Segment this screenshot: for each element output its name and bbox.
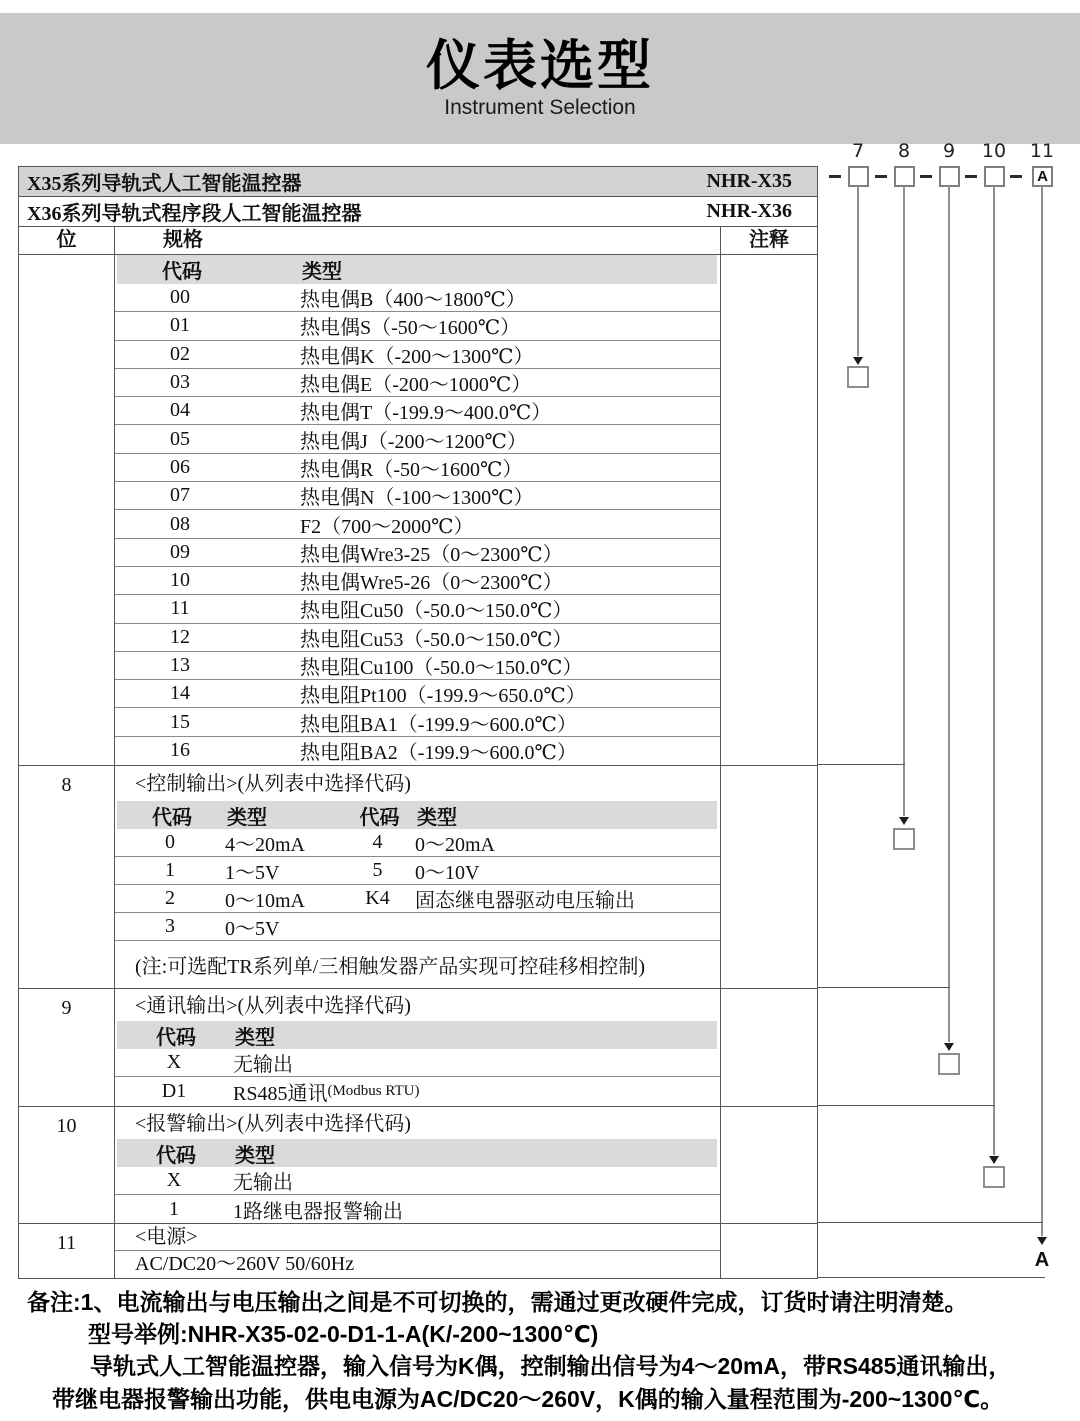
row-type: 热电阻BA2（-199.9～600.0℃） [300,742,577,765]
row-code: 0 [165,831,175,853]
control-rows [115,829,720,941]
row-code: D1 [161,1079,187,1102]
comm-rows [115,1049,720,1105]
subheader-type: 类型 [417,806,457,829]
row-type: 热电偶K（-200～1300℃） [300,345,534,368]
row-code: 2 [165,887,175,909]
input-type-section [19,255,817,765]
footnote-line: 型号举例:NHR-X35-02-0-D1-1-A(K/-200~1300℃) [88,1321,599,1347]
page-header [0,13,1080,144]
border-extension-8 [818,764,905,765]
arrow-down-icon [944,1043,954,1051]
table-row [115,1077,720,1105]
row-type: 热电偶B（400～1800℃） [300,289,526,312]
dash-separator [1010,175,1022,178]
table-row [115,397,720,425]
table-row [115,510,720,538]
control-output-section [19,765,817,988]
subheader-code: 代码 [162,261,202,283]
note-cell [720,255,817,765]
dash-separator [829,175,841,178]
table-row [115,284,720,312]
section-position-cell [19,255,115,765]
model-code: NHR-X35 [706,170,792,192]
row-type: 热电偶Wre5-26（0～2300℃） [300,572,563,595]
row-type: 0～5V [225,918,280,940]
row-code: 11 [170,597,190,620]
row-code: 00 [170,286,190,309]
model-row [19,167,817,197]
subheader-code: 代码 [359,806,400,829]
table-row [115,1195,720,1223]
control-subheader [117,801,717,829]
row-code: 06 [170,455,190,478]
model-name: X36系列导轨式程序段人工智能温控器 [27,203,362,225]
section-position-cell: 8 [19,766,115,988]
row-code: X [166,1169,182,1191]
table-row [115,341,720,369]
section-position-cell: 11 [19,1224,115,1278]
section-position-cell: 9 [19,989,115,1106]
alarm-rows [115,1167,720,1223]
table-row [115,454,720,482]
row-code: 07 [170,484,190,507]
row-type: 热电偶J（-200～1200℃） [300,430,527,453]
table-row [115,624,720,652]
table-row [115,829,720,857]
row-code: X [166,1051,182,1073]
row-code: 15 [170,710,190,733]
row-code: 04 [170,399,190,422]
order-box-7 [848,166,869,187]
table-row [115,737,720,765]
leader-line-8 [903,186,905,816]
row-code: 12 [170,625,190,648]
model-rows [19,167,817,227]
row-code: 3 [165,915,175,937]
row-type: 1路继电器报警输出 [233,1200,403,1223]
section-position-cell: 10 [19,1107,115,1223]
subheader-type: 类型 [235,1026,275,1049]
row-code: 1 [165,859,175,881]
section-title: <控制输出>(从列表中选择代码) [135,773,411,795]
page-subtitle: Instrument Selection [444,95,636,119]
row-type: 热电偶R（-50～1600℃） [300,458,523,481]
row-type: 热电阻Pt100（-199.9～650.0℃） [300,685,586,708]
alarm-output-section [19,1106,817,1223]
power-section [19,1223,817,1278]
subheader-code: 代码 [156,1144,196,1167]
target-box-10 [983,1166,1005,1188]
row-type: 0～20mA [415,834,495,856]
row-type: 固态继电器驱动电压输出 [415,890,635,912]
model-row [19,197,817,227]
comm-subheader [117,1021,717,1049]
target-box-9 [938,1053,960,1075]
border-extension-bottom [818,1277,1045,1278]
order-box-11: A [1032,166,1053,187]
row-type: 热电偶E（-200～1000℃） [300,374,532,397]
subheader-type: 类型 [235,1144,275,1167]
row-code: 14 [170,682,190,705]
row-type: 1～5V [225,862,280,884]
row-code: 09 [170,540,190,563]
power-code-letter: A [1034,1249,1050,1271]
row-code: 05 [170,427,190,450]
subheader-type: 类型 [302,261,342,283]
input-rows [115,284,720,765]
order-digit-label: 10 [981,140,1007,162]
communication-output-section [19,988,817,1106]
table-row [115,680,720,708]
control-note: (注:可选配TR系列单/三相触发器产品实现可控硅移相控制) [135,955,645,978]
order-box-10 [984,166,1005,187]
border-extension-11 [818,1222,1043,1223]
leader-line-7 [857,186,859,356]
row-code: K4 [365,887,390,909]
table-row [115,652,720,680]
row-type: 无输出 [233,1054,293,1076]
row-type: RS485通讯 [233,1082,328,1105]
row-code: 4 [372,831,383,853]
arrow-down-icon [1037,1237,1047,1245]
order-box-8 [894,166,915,187]
row-type: 热电偶N（-100～1300℃） [300,487,534,510]
order-digit-label: 7 [851,140,865,162]
table-row [115,913,720,941]
section-title: <电源> [115,1224,720,1251]
row-type: F2（700～2000℃） [300,515,474,538]
table-row [115,482,720,510]
section-title: <报警输出>(从列表中选择代码) [135,1113,411,1135]
subheader-code: 代码 [156,1026,196,1049]
row-type: 热电偶S（-50～1600℃） [300,317,521,340]
row-code: 16 [170,739,190,762]
dash-separator [965,175,977,178]
col-header-note: 注释 [720,227,817,254]
order-digit-label: 8 [897,140,911,162]
row-type: 热电偶Wre3-25（0～2300℃） [300,543,563,566]
selection-table [18,166,818,1279]
row-code: 02 [170,342,190,365]
leader-line-10 [993,186,995,1155]
row-type: 热电偶T（-199.9～400.0℃） [300,402,552,425]
footnote-line: 带继电器报警输出功能，供电电源为AC/DC20～260V，K偶的输入量程范围为-200~1300℃。 [52,1386,1004,1412]
input-subheader [117,255,717,284]
power-value: AC/DC20～260V 50/60Hz [135,1253,355,1275]
row-code: 1 [169,1197,179,1220]
row-type: 热电阻Cu53（-50.0～150.0℃） [300,628,573,651]
table-row [115,595,720,623]
page-title: 仪表选型 [426,35,654,96]
row-type: 0～10mA [225,890,305,912]
model-code: NHR-X36 [706,200,792,222]
order-box-9 [939,166,960,187]
leader-line-9 [948,186,950,1042]
table-row [115,857,720,885]
model-name: X35系列导轨式人工智能温控器 [27,173,302,195]
order-digit-label: 11 [1029,140,1055,162]
row-code: 5 [372,859,383,881]
row-type: 热电阻Cu50（-50.0～150.0℃） [300,600,573,623]
row-code: 08 [170,512,190,535]
subheader-code: 代码 [152,806,192,829]
footnote-line: 备注:1、电流输出与电压输出之间是不可切换的，需通过更改硬件完成，订货时请注明清楚。 [27,1289,968,1315]
table-row [115,885,720,913]
footnote-line: 导轨式人工智能温控器，输入信号为K偶，控制输出信号为4～20mA，带RS485通讯输出， [90,1353,1012,1379]
note-cell [720,1224,817,1278]
row-code: 01 [170,314,190,337]
arrow-down-icon [899,817,909,825]
table-row [115,567,720,595]
row-type: 无输出 [233,1172,293,1194]
table-row [115,425,720,453]
order-digit-label: 9 [942,140,956,162]
table-row [115,708,720,736]
border-extension-9 [818,987,950,988]
table-row [115,312,720,340]
subheader-type: 类型 [227,806,267,829]
row-type: 4～20mA [225,834,305,856]
col-header-spec: 规格 [163,229,203,251]
note-cell [720,766,817,988]
note-cell [720,1107,817,1223]
col-header-position: 位 [19,227,115,254]
arrow-down-icon [853,357,863,365]
row-type-detail: (Modbus RTU) [327,1082,420,1099]
leader-line-11 [1041,186,1043,1236]
table-row [115,1167,720,1195]
dash-separator [875,175,887,178]
row-type: 热电阻Cu100（-50.0～150.0℃） [300,657,583,680]
table-row [115,369,720,397]
table-header-row [19,227,817,255]
target-box-7 [847,366,869,388]
arrow-down-icon [989,1156,999,1164]
section-title: <通讯输出>(从列表中选择代码) [135,995,411,1017]
note-cell [720,989,817,1106]
alarm-subheader [117,1139,717,1167]
row-type: 0～10V [415,862,480,884]
row-code: 03 [170,371,190,394]
border-extension-10 [818,1105,995,1106]
dash-separator [920,175,932,178]
row-code: 10 [170,569,190,592]
row-type: 热电阻BA1（-199.9～600.0℃） [300,713,577,736]
table-row [115,1049,720,1077]
table-row [115,539,720,567]
target-box-8 [893,828,915,850]
row-code: 13 [170,654,190,676]
